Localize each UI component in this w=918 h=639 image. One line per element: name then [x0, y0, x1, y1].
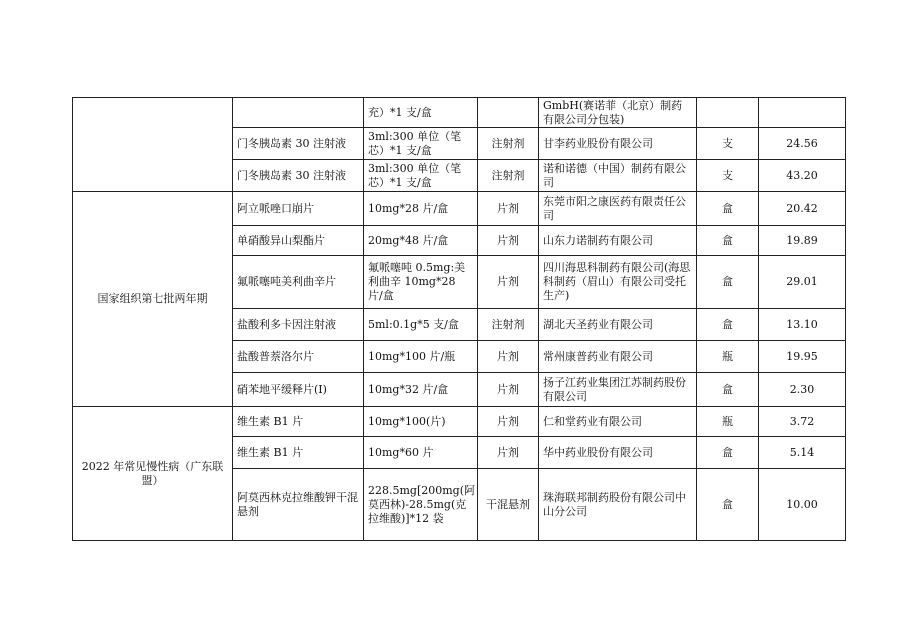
price-cell: 43.20	[759, 160, 846, 192]
price-cell: 24.56	[759, 128, 846, 160]
spec-cell: 充）*1 支/盒	[364, 98, 478, 128]
company-cell: 仁和堂药业有限公司	[539, 407, 697, 437]
unit-cell: 瓶	[697, 341, 759, 373]
unit-cell: 盒	[697, 192, 759, 226]
dosage-form-cell: 片剂	[478, 226, 539, 256]
spec-cell: 20mg*48 片/盒	[364, 226, 478, 256]
dosage-form-cell: 注射剂	[478, 128, 539, 160]
unit-cell: 盒	[697, 373, 759, 407]
company-cell: GmbH(赛诺菲（北京）制药有限公司分包装)	[539, 98, 697, 128]
dosage-form-cell: 干混悬剂	[478, 469, 539, 541]
category-cell	[73, 98, 233, 192]
dosage-form-cell: 注射剂	[478, 309, 539, 341]
price-cell: 2.30	[759, 373, 846, 407]
spec-cell: 10mg*32 片/盒	[364, 373, 478, 407]
spec-cell: 10mg*28 片/盒	[364, 192, 478, 226]
company-cell: 四川海思科制药有限公司(海思科制药（眉山）有限公司受托生产)	[539, 256, 697, 309]
spec-cell: 3ml:300 单位（笔芯）*1 支/盒	[364, 128, 478, 160]
spec-cell: 228.5mg[200mg(阿莫西林)-28.5mg(克拉维酸)]*12 袋	[364, 469, 478, 541]
price-cell	[759, 98, 846, 128]
unit-cell: 瓶	[697, 407, 759, 437]
drug-name-cell: 氟哌噻吨美利曲辛片	[233, 256, 364, 309]
company-cell: 甘李药业股份有限公司	[539, 128, 697, 160]
unit-cell: 支	[697, 160, 759, 192]
unit-cell: 盒	[697, 309, 759, 341]
drug-name-cell: 单硝酸异山梨酯片	[233, 226, 364, 256]
drug-name-cell: 门冬胰岛素 30 注射液	[233, 160, 364, 192]
drug-name-cell: 盐酸利多卡因注射液	[233, 309, 364, 341]
price-cell: 13.10	[759, 309, 846, 341]
unit-cell	[697, 98, 759, 128]
company-cell: 珠海联邦制药股份有限公司中山分公司	[539, 469, 697, 541]
company-cell: 常州康普药业有限公司	[539, 341, 697, 373]
spec-cell: 10mg*100 片/瓶	[364, 341, 478, 373]
unit-cell: 支	[697, 128, 759, 160]
table-row	[73, 98, 846, 128]
company-cell: 湖北天圣药业有限公司	[539, 309, 697, 341]
unit-cell: 盒	[697, 226, 759, 256]
unit-cell: 盒	[697, 437, 759, 469]
company-cell: 山东力诺制药有限公司	[539, 226, 697, 256]
price-cell: 3.72	[759, 407, 846, 437]
drug-price-table	[72, 97, 846, 541]
drug-name-cell: 盐酸普萘洛尔片	[233, 341, 364, 373]
category-cell: 2022 年常见慢性病（广东联盟）	[73, 407, 233, 541]
spec-cell: 氟哌噻吨 0.5mg:美利曲辛 10mg*28 片/盒	[364, 256, 478, 309]
dosage-form-cell: 片剂	[478, 407, 539, 437]
dosage-form-cell: 片剂	[478, 256, 539, 309]
table-row	[73, 407, 846, 437]
unit-cell: 盒	[697, 256, 759, 309]
drug-name-cell: 维生素 B1 片	[233, 437, 364, 469]
category-cell: 国家组织第七批两年期	[73, 192, 233, 407]
spec-cell: 10mg*60 片	[364, 437, 478, 469]
dosage-form-cell: 片剂	[478, 341, 539, 373]
price-cell: 10.00	[759, 469, 846, 541]
price-cell: 20.42	[759, 192, 846, 226]
dosage-form-cell: 片剂	[478, 373, 539, 407]
table-row	[73, 192, 846, 226]
drug-name-cell: 门冬胰岛素 30 注射液	[233, 128, 364, 160]
price-cell: 19.95	[759, 341, 846, 373]
drug-name-cell: 阿立哌唑口崩片	[233, 192, 364, 226]
dosage-form-cell: 片剂	[478, 192, 539, 226]
dosage-form-cell: 片剂	[478, 437, 539, 469]
dosage-form-cell	[478, 98, 539, 128]
drug-name-cell: 硝苯地平缓释片(Ⅰ)	[233, 373, 364, 407]
dosage-form-cell: 注射剂	[478, 160, 539, 192]
spec-cell: 3ml:300 单位（笔芯）*1 支/盒	[364, 160, 478, 192]
price-cell: 19.89	[759, 226, 846, 256]
price-cell: 5.14	[759, 437, 846, 469]
company-cell: 诺和诺德（中国）制药有限公司	[539, 160, 697, 192]
company-cell: 扬子江药业集团江苏制药股份有限公司	[539, 373, 697, 407]
company-cell: 东莞市阳之康医药有限责任公司	[539, 192, 697, 226]
drug-name-cell: 维生素 B1 片	[233, 407, 364, 437]
company-cell: 华中药业股份有限公司	[539, 437, 697, 469]
unit-cell: 盒	[697, 469, 759, 541]
drug-name-cell: 阿莫西林克拉维酸钾干混悬剂	[233, 469, 364, 541]
spec-cell: 10mg*100(片)	[364, 407, 478, 437]
spec-cell: 5ml:0.1g*5 支/盒	[364, 309, 478, 341]
drug-name-cell	[233, 98, 364, 128]
price-cell: 29.01	[759, 256, 846, 309]
